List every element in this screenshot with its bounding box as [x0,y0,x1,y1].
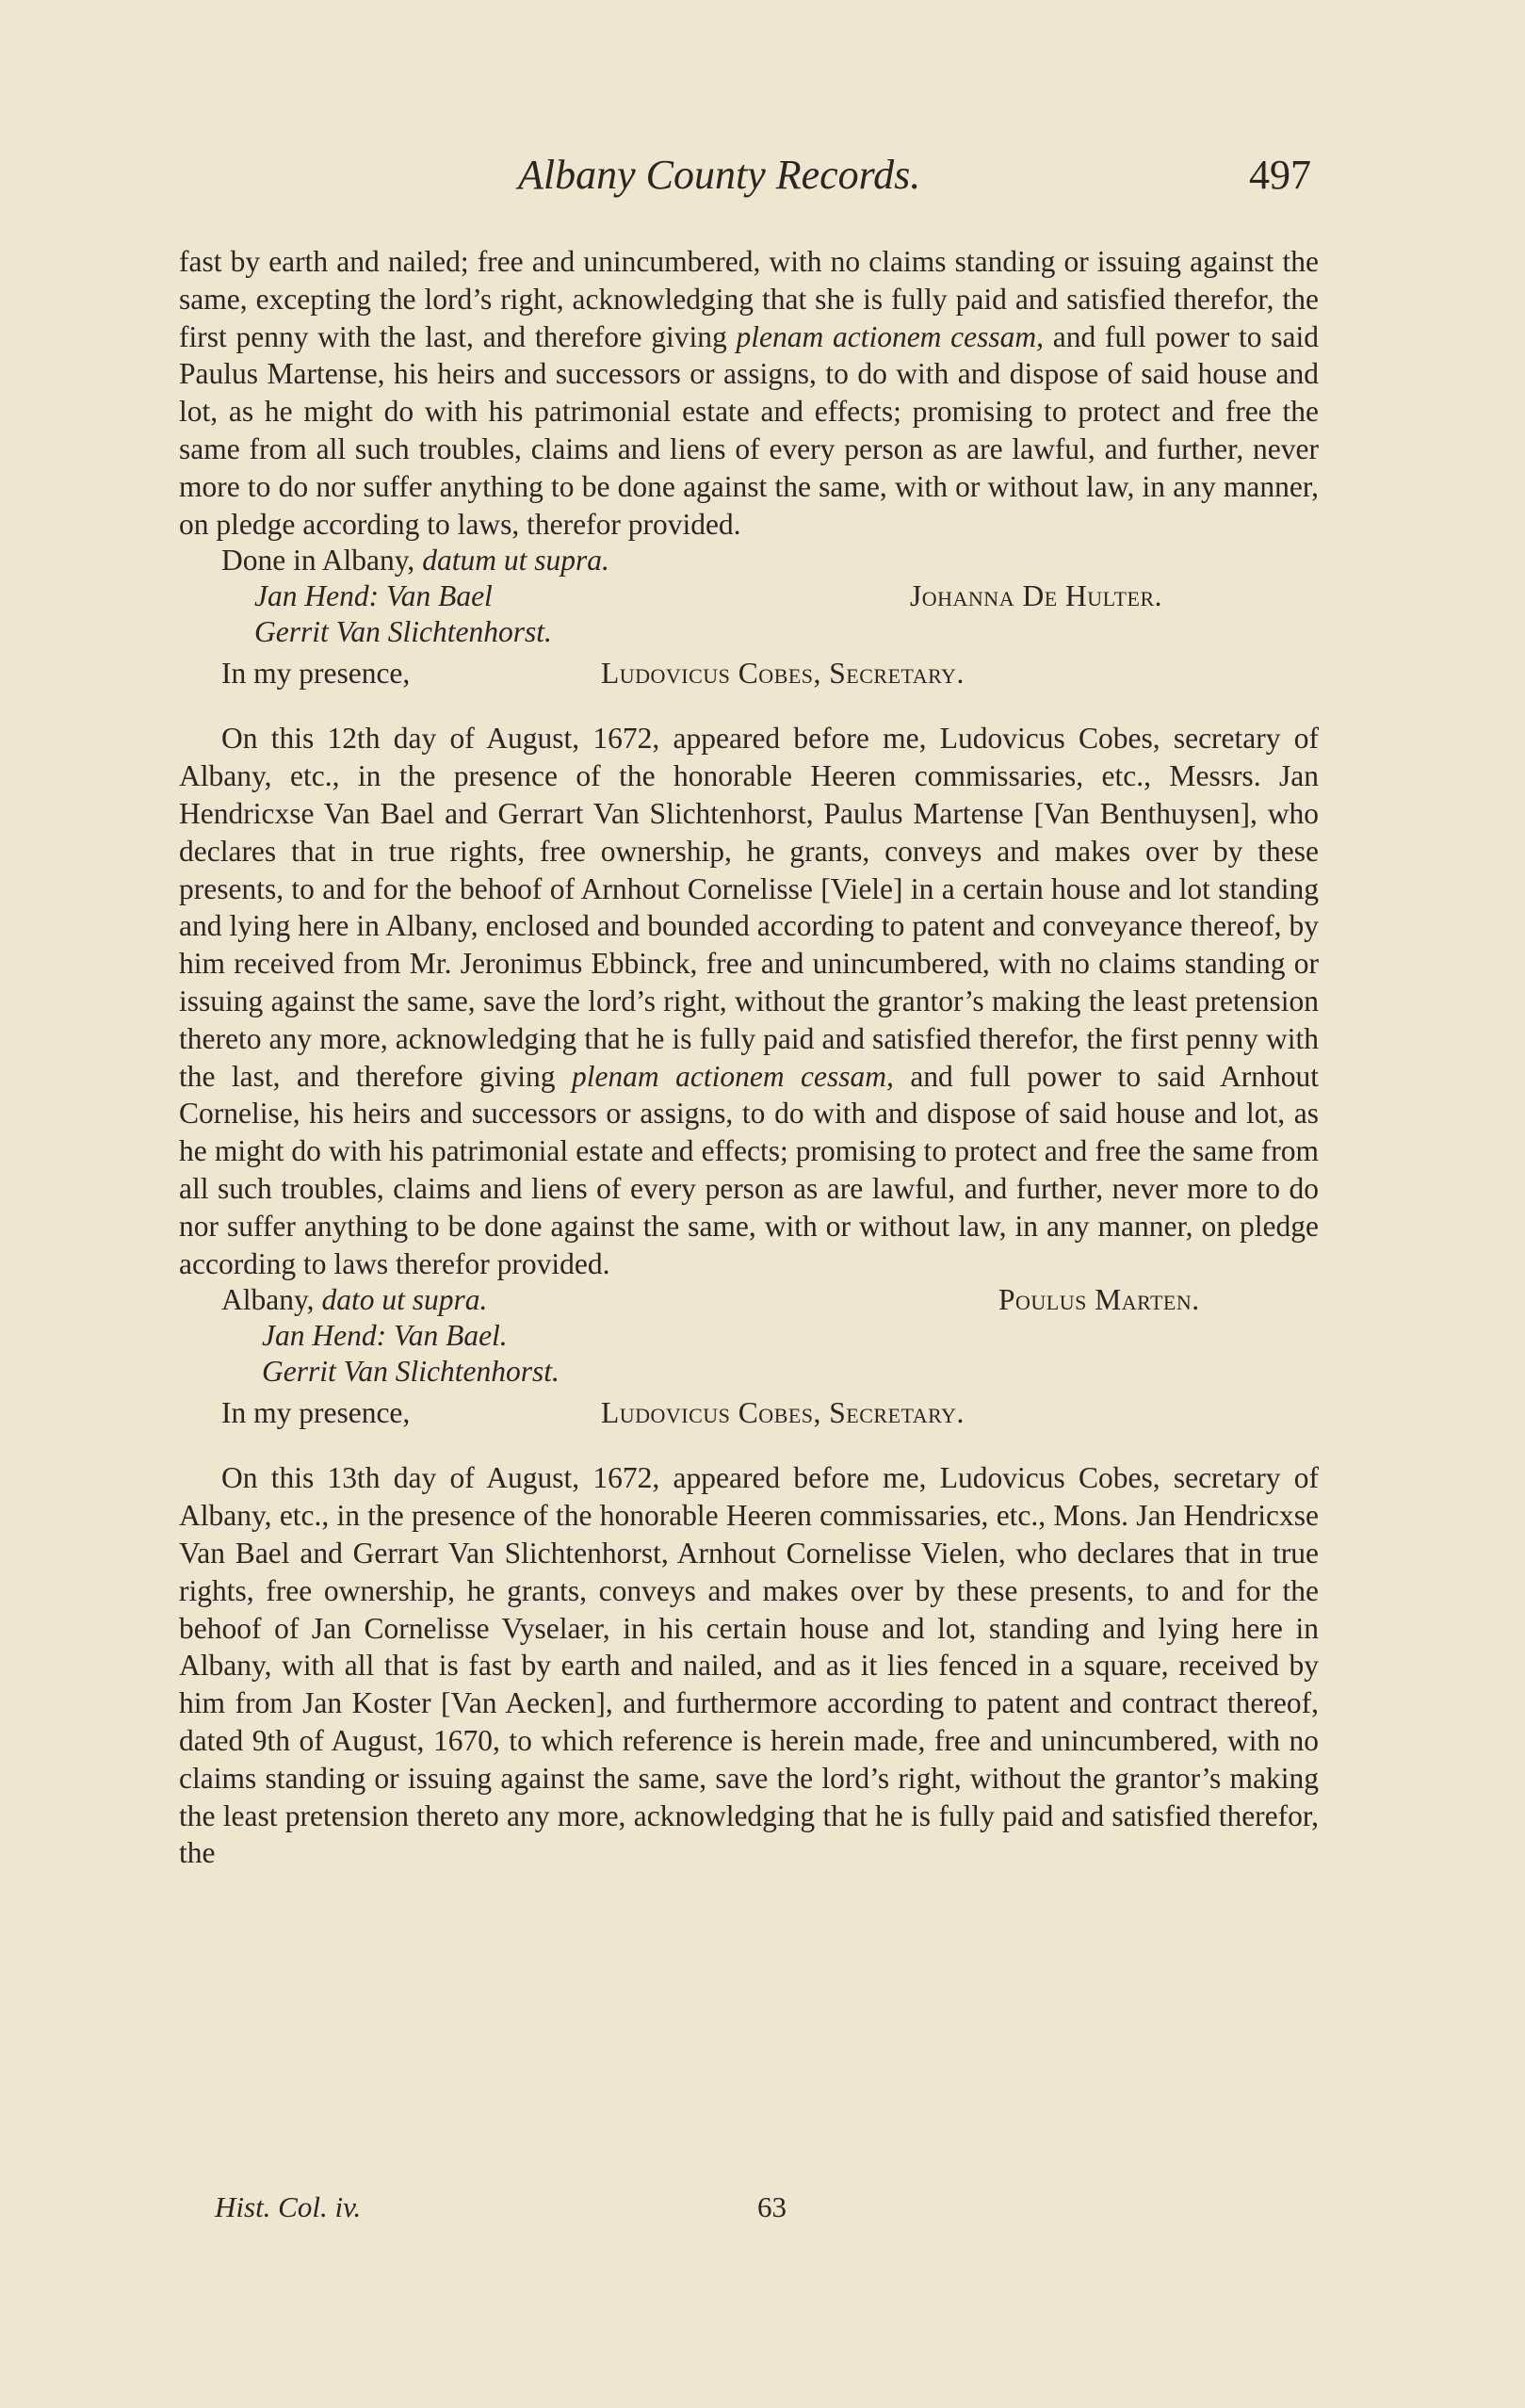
paragraph-1-text-a: fast by earth and nailed; free and unincumbered, with no claims standing or issuing against the same, excepting the lord’s right, acknowledging that she is fully paid and satisfied therefor, the first penny with the last, and therefore giving [179,245,1319,353]
done-line-1-text [221,543,609,578]
paragraph-1-latin: plenam actionem cessam, [736,319,1045,353]
witness-1-first: Jan Hend: Van Bael [254,579,493,613]
witness-2-second: Gerrit Van Slichtenhorst. [262,1355,560,1389]
paragraph-2-latin: plenam actionem cessam, [571,1059,894,1093]
done-latin-1: datum ut supra. [422,544,609,578]
section-gap-2 [179,1431,1319,1459]
done-prefix-1: Done in Albany, [221,544,423,578]
paragraph-1-text-b: and full power to said Paulus Martense, his heirs and successors or assigns, to do with and dispose of said house and lot, as he might do with his patrimonial estate and effects; promising to protect and free the same from all such troubles, claims and liens of every person as are lawful, and further, never more to do nor suffer anything to be done against the same, with or without law, in any manner, on pledge according to laws, therefor provided. [179,319,1319,541]
page-number: 497 [1249,152,1311,198]
done-line-2-text [221,1282,487,1318]
footer-signature: Hist. Col. iv. [215,2190,362,2223]
paragraph-2-text-b: and full power to said Arnhout Cornelise, his heirs and successors or assigns, to do with and dispose of said house and lot, as he might do with his patrimonial estate and effects; promising to protect and free the same from all such troubles, claims and liens of every person as are lawful, and further, never more to do nor suffer anything to be done against the same, with or without law, in any manner, on pledge according to laws therefor provided. [179,1059,1319,1280]
secretary-2: Ludovicus Cobes, Secretary. [601,1396,965,1430]
body-text [179,243,1319,1872]
presence-2: In my presence, [221,1396,411,1430]
paragraph-3: On this 13th day of August, 1672, appeared before me, Ludovicus Cobes, secretary of Albany, etc., in the presence of the honorable Heeren commissaries, etc., Mons. Jan Hendricxse Van Bael and Gerrart Van Slichtenhorst, Arnhout Cornelisse Vielen, who declares that in true rights, free ownership, he grants, conveys and makes over by these presents, to and for the behoof of Jan Cornelisse Vyselaer, in his certain house and lot, standing and lying here in Albany, with all that is fast by earth and nailed, and as it lies fenced in a square, received by him from Jan Koster [Van Aecken], and furthermore according to patent and contract thereof, dated 9th of August, 1670, to which reference is herein made, free and unincumbered, with no claims standing or issuing against the same, save the lord’s right, without the grantor’s making the least pretension thereto any more, acknowledging that he is fully paid and satisfied therefor, the [179,1461,1319,1870]
paragraph-1 [179,243,1319,543]
witness-2-first: Jan Hend: Van Bael. [262,1319,508,1353]
presence-line-1 [179,656,1319,691]
done-latin-2: dato ut supra. [321,1283,488,1317]
witness-1-second: Gerrit Van Slichtenhorst. [254,615,552,649]
presence-1: In my presence, [221,657,411,691]
section-gap-1 [179,691,1319,720]
signature-line-2 [179,614,1319,650]
party-signature-2: Poulus Marten. [998,1283,1200,1317]
paragraph-2-text-a: On this 12th day of August, 1672, appeared before me, Ludovicus Cobes, secretary of Albany, etc., in the presence of the honorable Heeren commissaries, etc., Messrs. Jan Hendricxse Van Bael and Gerrart Van Slichtenhorst, Paulus Martense [Van Benthuysen], who declares that in true rights, free ownership, he grants, conveys and makes over by these presents, to and for the behoof of Arnhout Cornelisse [Viele] in a certain house and lot standing and lying here in Albany, enclosed and bounded according to patent and conveyance thereof, by him received from Mr. Jeronimus Ebbinck, free and unincumbered, with no claims standing or issuing against the same, save the lord’s right, without the grantor’s making the least pretension thereto any more, acknowledging that he is fully paid and satisfied therefor, the first penny with the last, and therefore giving [179,722,1319,1093]
done-line-1 [179,543,1319,578]
secretary-1: Ludovicus Cobes, Secretary. [601,657,965,691]
paragraph-2 [179,720,1319,1282]
party-signature-1: Johanna De Hulter. [910,579,1163,613]
signature-line-3 [179,1318,1319,1354]
page-footer [0,2190,1525,2237]
signature-line-4 [179,1354,1319,1390]
done-prefix-2: Albany, [221,1283,322,1317]
done-line-2 [179,1282,1319,1318]
presence-line-2 [179,1395,1319,1431]
signature-line-1 [179,578,1319,614]
running-header [0,151,1525,207]
running-title: Albany County Records. [518,152,921,198]
footer-signature-number: 63 [757,2190,787,2223]
